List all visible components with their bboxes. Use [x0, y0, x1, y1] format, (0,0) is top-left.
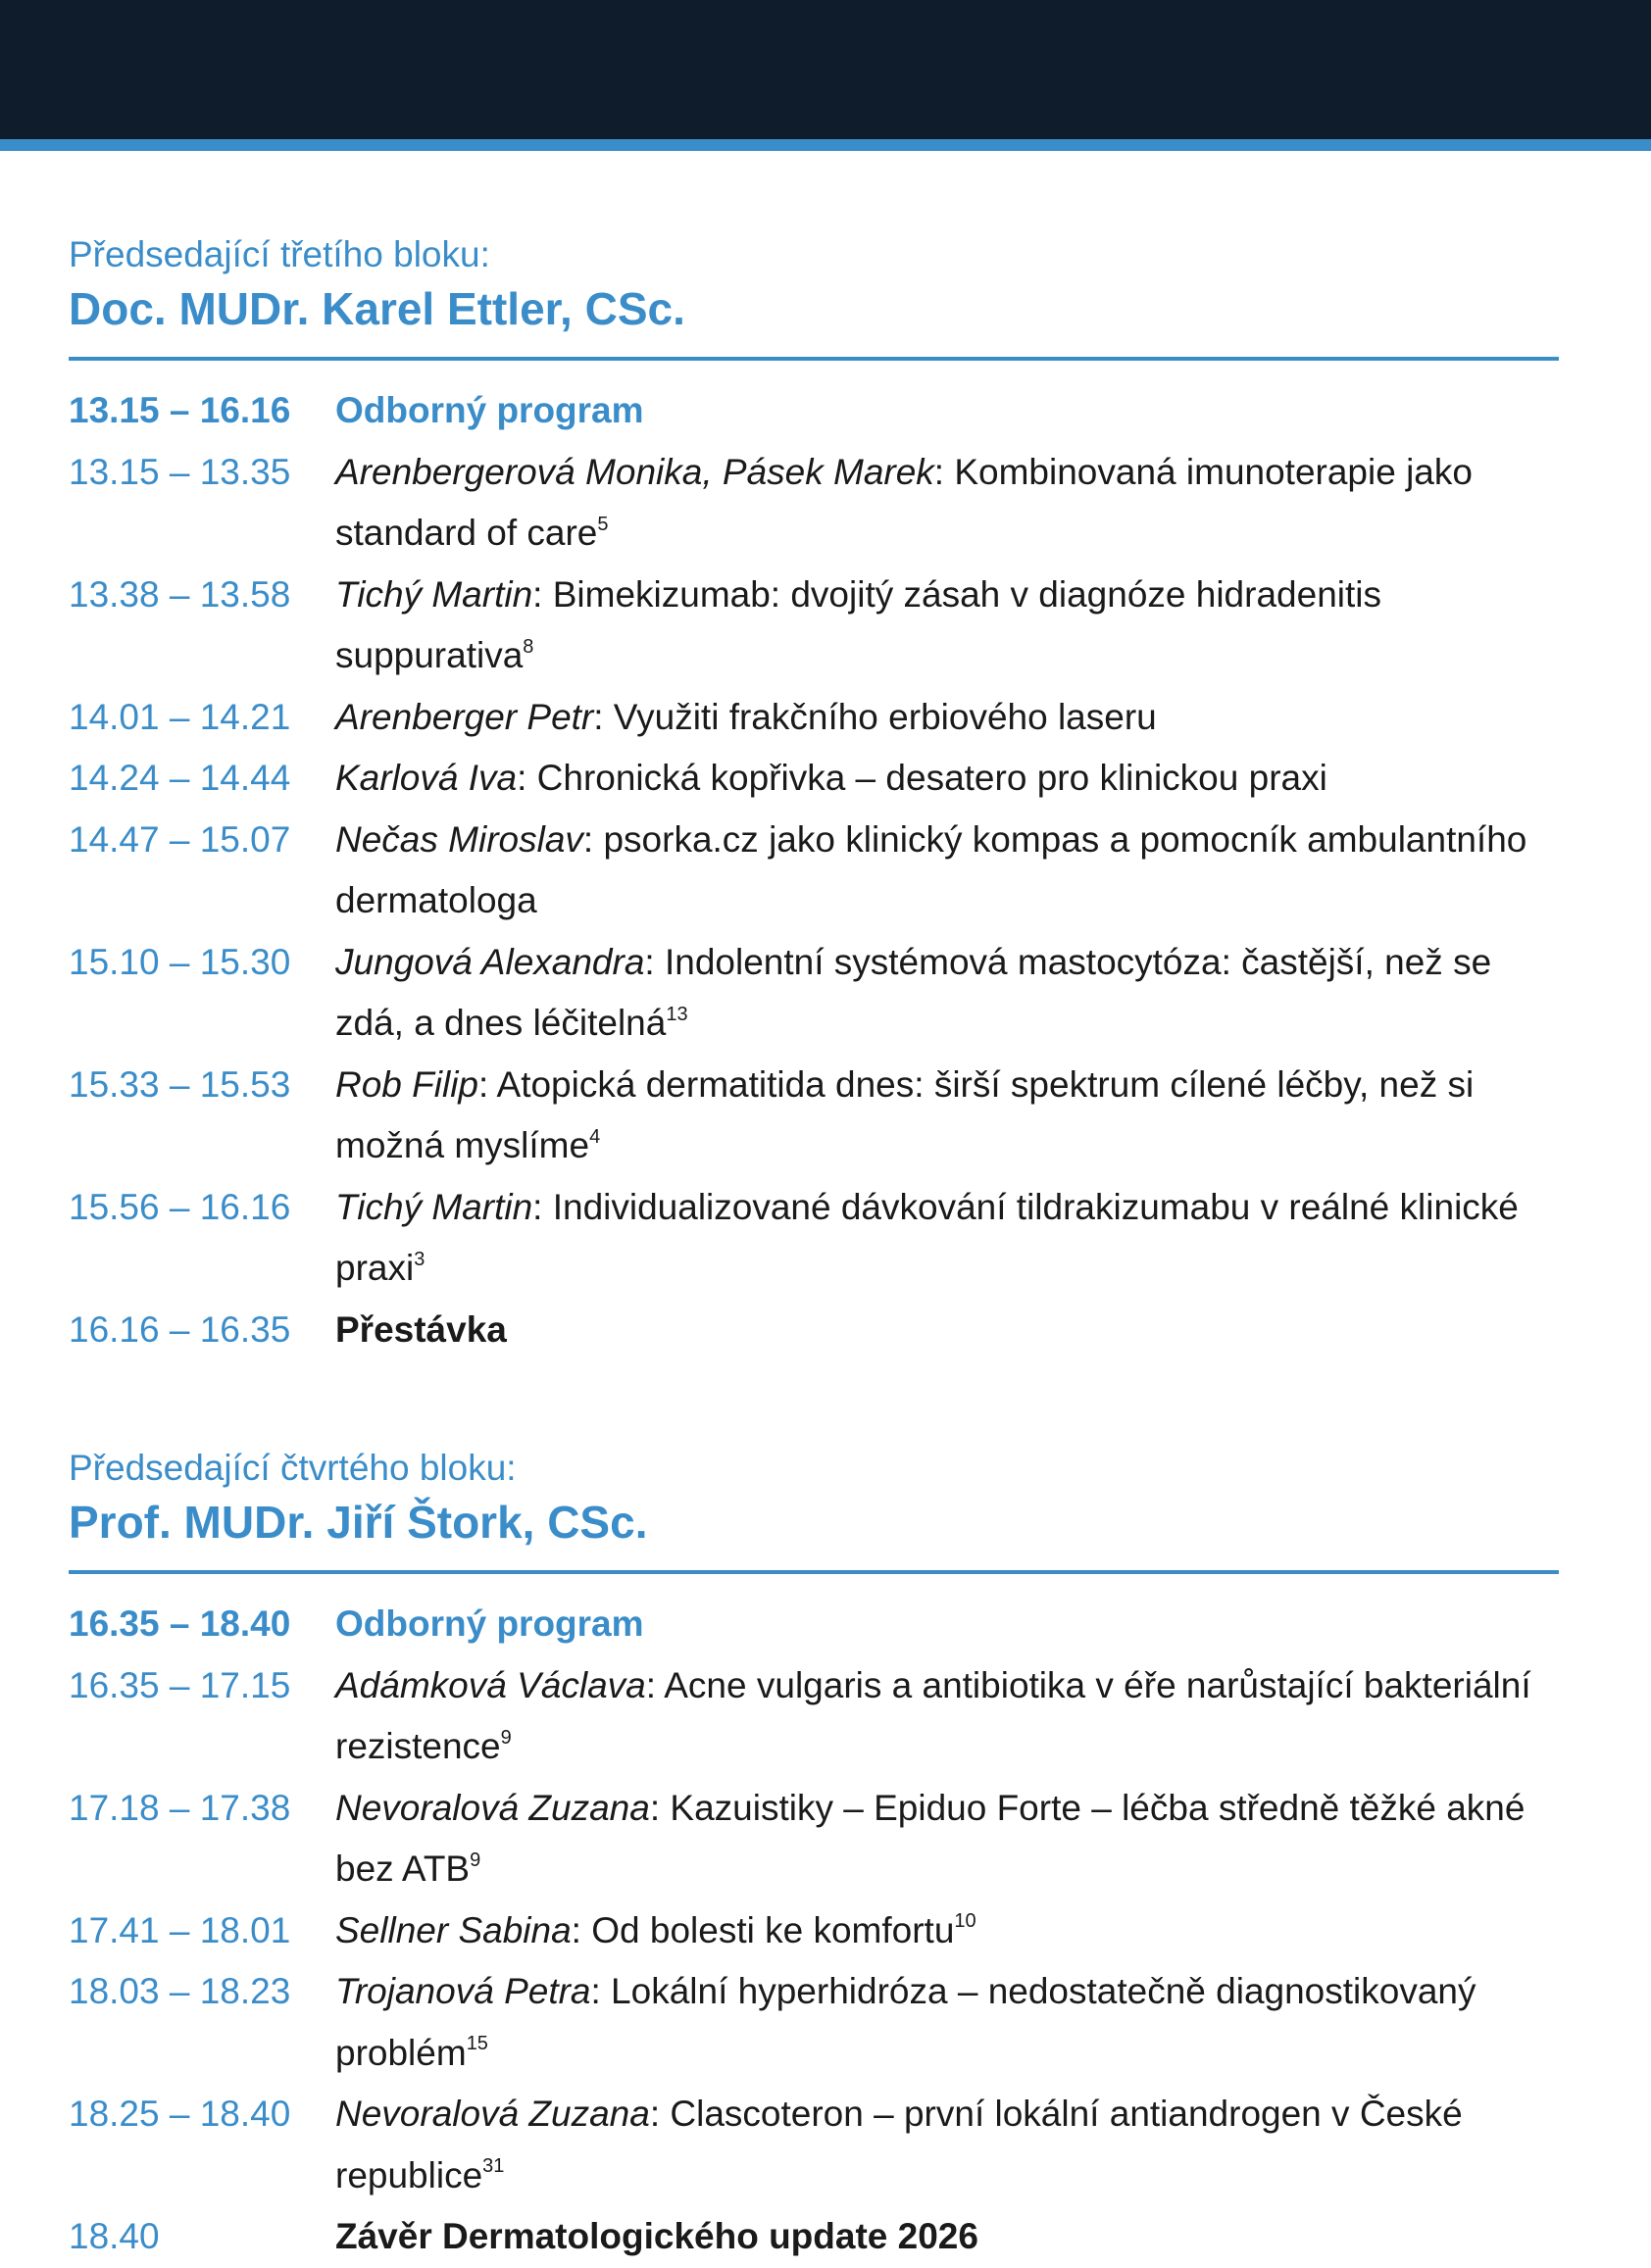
- item-time: 15.33 – 15.53: [69, 1063, 291, 1105]
- program-content: [69, 231, 1559, 2268]
- item-speaker: Rob Filip: [335, 1063, 478, 1105]
- program-item: [69, 1177, 1559, 1300]
- item-speaker: Tichý Martin: [335, 1186, 533, 1227]
- program-item: [69, 748, 1559, 810]
- chair-label: Předsedající čtvrtého bloku:: [69, 1448, 517, 1488]
- program-item: [69, 687, 1559, 749]
- item-reference: 9: [470, 1849, 481, 1871]
- item-separator: :: [478, 1063, 489, 1105]
- program-item: [69, 1655, 1559, 1778]
- item-separator: :: [517, 758, 527, 798]
- item-text: [335, 810, 1559, 932]
- item-time: 16.16 – 16.35: [69, 1308, 291, 1350]
- chair-label: Předsedající třetího bloku:: [69, 234, 490, 274]
- program-item-break: [69, 1300, 1559, 1361]
- item-text: [335, 1655, 1559, 1778]
- item-text: [335, 1177, 1559, 1300]
- item-reference: 15: [466, 2033, 488, 2055]
- item-speaker: Trojanová Petra: [335, 1971, 591, 2011]
- item-time: 15.10 – 15.30: [69, 941, 291, 982]
- item-text: [335, 1961, 1559, 2084]
- item-speaker: Nečas Miroslav: [335, 818, 583, 860]
- item-title: Indolentní systémová mastocytóza: častější, než se zdá, a dnes léčitelná: [335, 941, 1492, 1043]
- block-spacer: [69, 1360, 1559, 1445]
- item-text: [335, 687, 1559, 749]
- program-block-third: [69, 231, 1559, 1360]
- program-item: [69, 442, 1559, 565]
- program-header-row: [69, 380, 1559, 442]
- item-time: 14.01 – 14.21: [69, 696, 291, 737]
- item-text: [335, 1778, 1559, 1900]
- program-item: [69, 1055, 1559, 1177]
- item-speaker: Arenberger Petr: [335, 696, 594, 737]
- item-speaker: Karlová Iva: [335, 758, 518, 798]
- item-time: 13.15 – 13.35: [69, 451, 291, 492]
- item-time: 14.47 – 15.07: [69, 818, 291, 860]
- item-time: 18.03 – 18.23: [69, 1971, 291, 2011]
- item-separator: :: [644, 941, 655, 982]
- item-separator: :: [571, 1909, 581, 1950]
- item-title: Kazuistiky – Epiduo Forte – léčba středně těžké akné bez ATB: [335, 1787, 1526, 1889]
- item-text: [335, 1055, 1559, 1177]
- program-item: [69, 565, 1559, 687]
- section-divider: [69, 1570, 1559, 1574]
- item-reference: 31: [482, 2155, 505, 2178]
- item-title: Acne vulgaris a antibiotika v éře narůstající bakteriální rezistence: [335, 1664, 1531, 1766]
- program-title: Odborný program: [335, 390, 644, 430]
- program-time-range: 16.35 – 18.40: [69, 1603, 291, 1644]
- item-separator: :: [532, 1186, 543, 1227]
- item-time: 14.24 – 14.44: [69, 758, 291, 798]
- item-time: 18.25 – 18.40: [69, 2094, 291, 2134]
- program-block-fourth: [69, 1445, 1559, 2268]
- program-item: [69, 810, 1559, 932]
- item-time: 17.18 – 17.38: [69, 1787, 291, 1828]
- program-item: [69, 1778, 1559, 1900]
- item-speaker: Sellner Sabina: [335, 1909, 572, 1950]
- item-title: Od bolesti ke komfortu: [580, 1909, 955, 1950]
- item-reference: 3: [414, 1248, 425, 1270]
- program-item: [69, 932, 1559, 1055]
- item-reference: 5: [597, 513, 609, 535]
- item-title: Lokální hyperhidróza – nedostatečně diagnostikovaný problém: [335, 1971, 1476, 2073]
- item-separator: :: [590, 1971, 601, 2011]
- item-text: [335, 442, 1559, 565]
- item-reference: 10: [954, 1910, 976, 1933]
- item-title: Bimekizumab: dvojitý zásah v diagnóze hidradenitis suppurativa: [335, 573, 1381, 675]
- program-title: Odborný program: [335, 1603, 644, 1644]
- item-reference: 8: [523, 635, 534, 658]
- item-text: [335, 565, 1559, 687]
- item-speaker: Nevoralová Zuzana: [335, 1787, 650, 1828]
- item-separator: :: [649, 2094, 661, 2134]
- top-banner-accent-stripe: [0, 139, 1651, 151]
- item-time: 17.41 – 18.01: [69, 1909, 291, 1950]
- item-time: 15.56 – 16.16: [69, 1186, 291, 1227]
- top-banner: [0, 0, 1651, 139]
- section-divider: [69, 357, 1559, 361]
- chair-name: Doc. MUDr. Karel Ettler, CSc.: [69, 283, 685, 334]
- item-speaker: Arenbergerová Monika, Pásek Marek: [335, 451, 934, 492]
- item-text: [335, 748, 1559, 810]
- item-speaker: Nevoralová Zuzana: [335, 2094, 650, 2134]
- program-header-row: [69, 1594, 1559, 1655]
- item-time: 13.38 – 13.58: [69, 573, 291, 615]
- item-closing-title: Závěr Dermatologického update 2026: [335, 2216, 978, 2256]
- item-speaker: Jungová Alexandra: [335, 941, 645, 982]
- program-item: [69, 1961, 1559, 2084]
- item-separator: :: [649, 1787, 661, 1828]
- item-separator: :: [645, 1664, 657, 1705]
- item-title: Individualizované dávkování tildrakizumabu v reálné klinické praxi: [335, 1186, 1519, 1288]
- item-text: [335, 932, 1559, 1055]
- program-time-range: 13.15 – 16.16: [69, 390, 291, 430]
- item-separator: :: [582, 818, 594, 860]
- item-title: Atopická dermatitida dnes: širší spektrum cílené léčby, než si možná myslíme: [335, 1063, 1475, 1165]
- item-speaker: Tichý Martin: [335, 573, 533, 615]
- item-text: [335, 1900, 1559, 1962]
- program-item-closing: [69, 2206, 1559, 2268]
- item-reference: 13: [666, 1003, 688, 1025]
- item-break-title: Přestávka: [335, 1308, 507, 1350]
- program-item: [69, 2084, 1559, 2206]
- program-item: [69, 1900, 1559, 1962]
- item-text: [335, 2084, 1559, 2206]
- item-title: Chronická kopřivka – desatero pro klinickou praxi: [526, 758, 1327, 798]
- item-reference: 4: [589, 1125, 601, 1148]
- chair-name: Prof. MUDr. Jiří Štork, CSc.: [69, 1497, 648, 1548]
- item-speaker: Adámková Václava: [335, 1664, 646, 1705]
- item-title: Clascoteron – první lokální antiandrogen v České republice: [335, 2094, 1463, 2195]
- item-separator: :: [532, 573, 543, 615]
- item-time: 16.35 – 17.15: [69, 1664, 291, 1705]
- item-time: 18.40: [69, 2216, 160, 2256]
- item-reference: 9: [500, 1726, 512, 1749]
- item-title: Kombinovaná imunoterapie jako standard of care: [335, 451, 1473, 553]
- item-separator: :: [593, 696, 604, 737]
- item-title: psorka.cz jako klinický kompas a pomocník ambulantního dermatologa: [335, 818, 1527, 920]
- item-separator: :: [933, 451, 945, 492]
- item-title: Využiti frakčního erbiového laseru: [603, 696, 1157, 737]
